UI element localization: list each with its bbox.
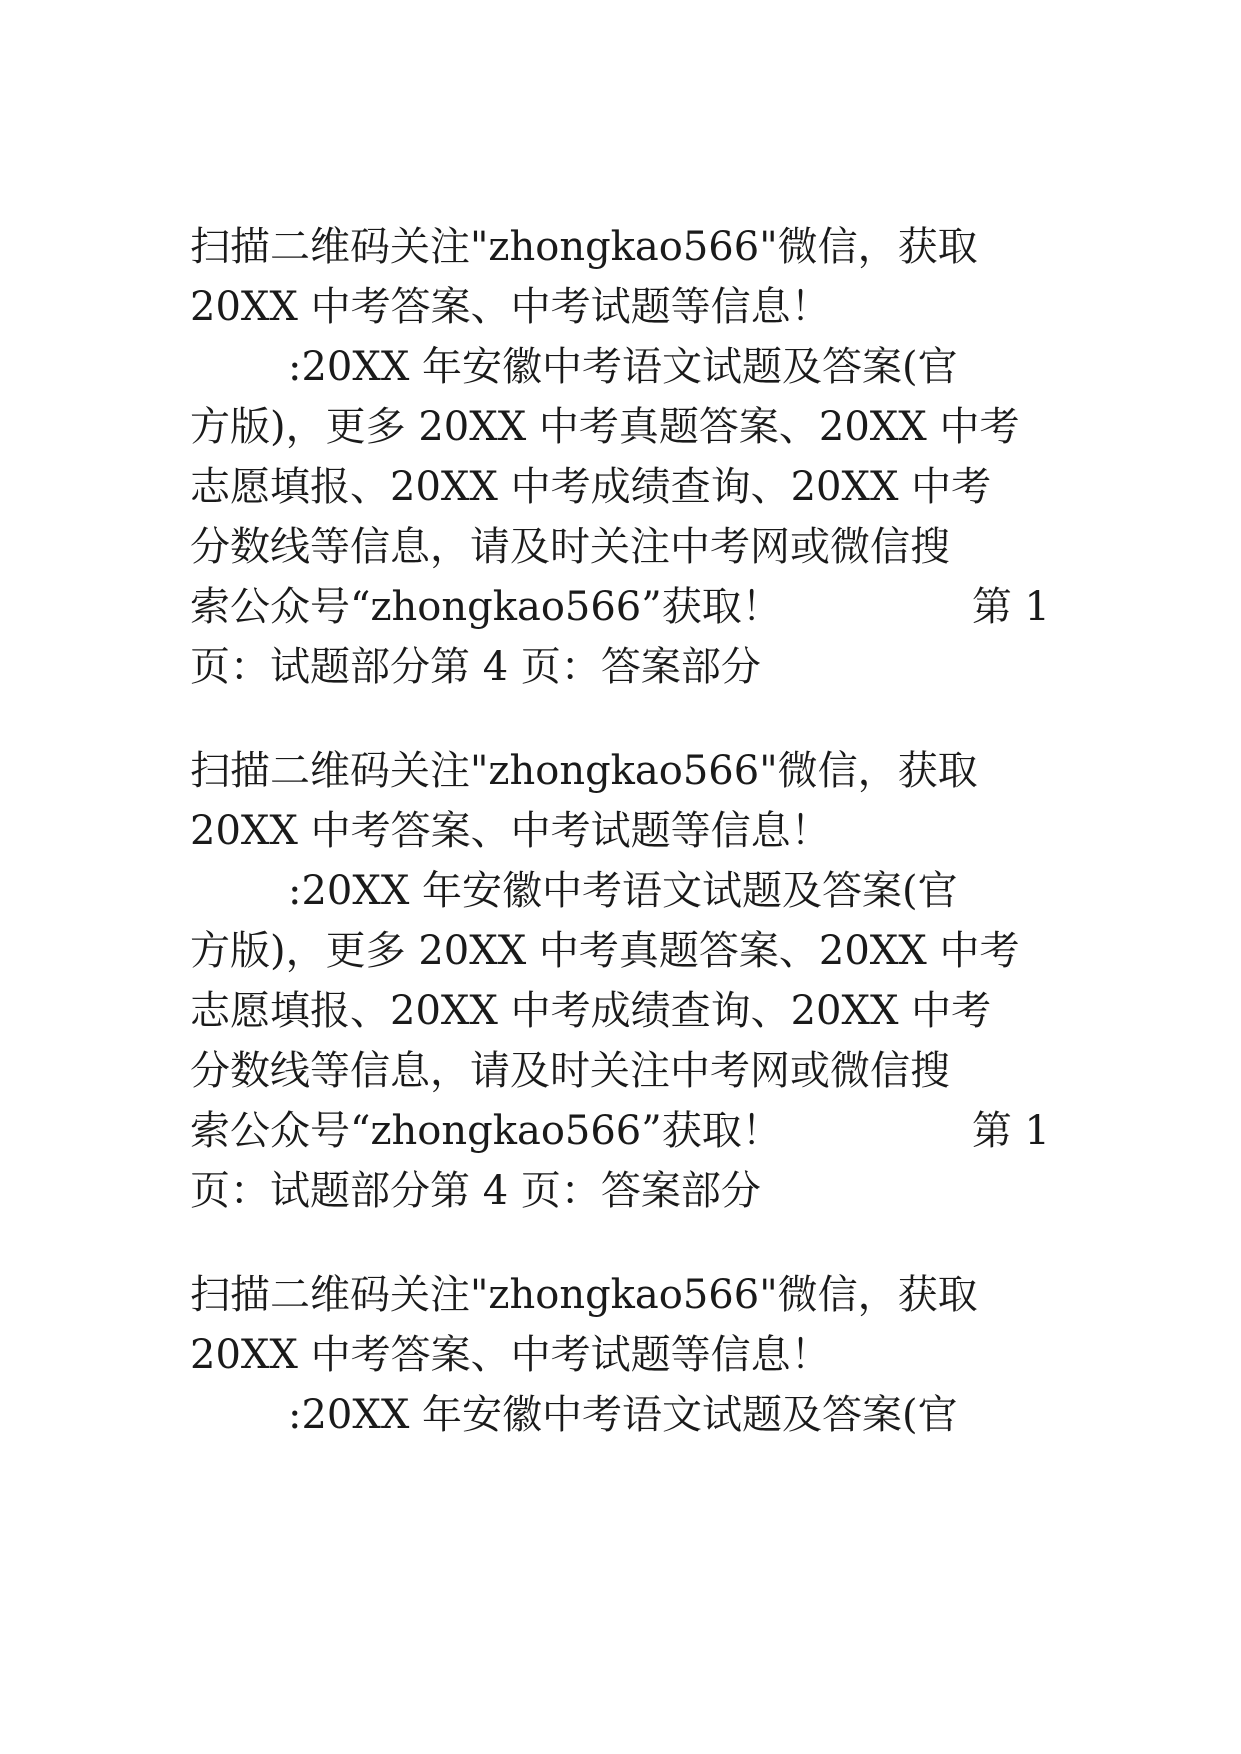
text-fragment: 索公众号“zhongkao566”获取！ [190, 584, 782, 630]
text-line: :20XX 年安徽中考语文试题及答案(官 [288, 344, 958, 390]
text-line: :20XX 年安徽中考语文试题及答案(官 [288, 1392, 958, 1438]
text-line: 页：试题部分第 4 页：答案部分 [190, 1168, 761, 1214]
text-line [190, 1107, 1050, 1155]
text-fragment: 第 1 [971, 584, 1050, 630]
text-line: 志愿填报、20XX 中考成绩查询、20XX 中考 [190, 464, 992, 510]
text-line: 分数线等信息，请及时关注中考网或微信搜 [190, 1048, 950, 1094]
text-line: 方版)，更多 20XX 中考真题答案、20XX 中考 [190, 928, 1020, 974]
text-fragment: 索公众号“zhongkao566”获取！ [190, 1108, 782, 1154]
text-line: 方版)，更多 20XX 中考真题答案、20XX 中考 [190, 404, 1020, 450]
text-line: 志愿填报、20XX 中考成绩查询、20XX 中考 [190, 988, 992, 1034]
text-fragment: 第 1 [971, 1108, 1050, 1154]
text-line: :20XX 年安徽中考语文试题及答案(官 [288, 868, 958, 914]
text-line: 20XX 中考答案、中考试题等信息！ [190, 284, 831, 330]
text-line: 页：试题部分第 4 页：答案部分 [190, 644, 761, 690]
text-line [190, 583, 1050, 631]
text-line: 20XX 中考答案、中考试题等信息！ [190, 808, 831, 854]
text-line: 20XX 中考答案、中考试题等信息！ [190, 1332, 831, 1378]
text-line: 扫描二维码关注"zhongkao566"微信，获取 [190, 748, 978, 794]
text-line: 扫描二维码关注"zhongkao566"微信，获取 [190, 1272, 978, 1318]
text-line: 分数线等信息，请及时关注中考网或微信搜 [190, 524, 950, 570]
text-line: 扫描二维码关注"zhongkao566"微信，获取 [190, 224, 978, 270]
